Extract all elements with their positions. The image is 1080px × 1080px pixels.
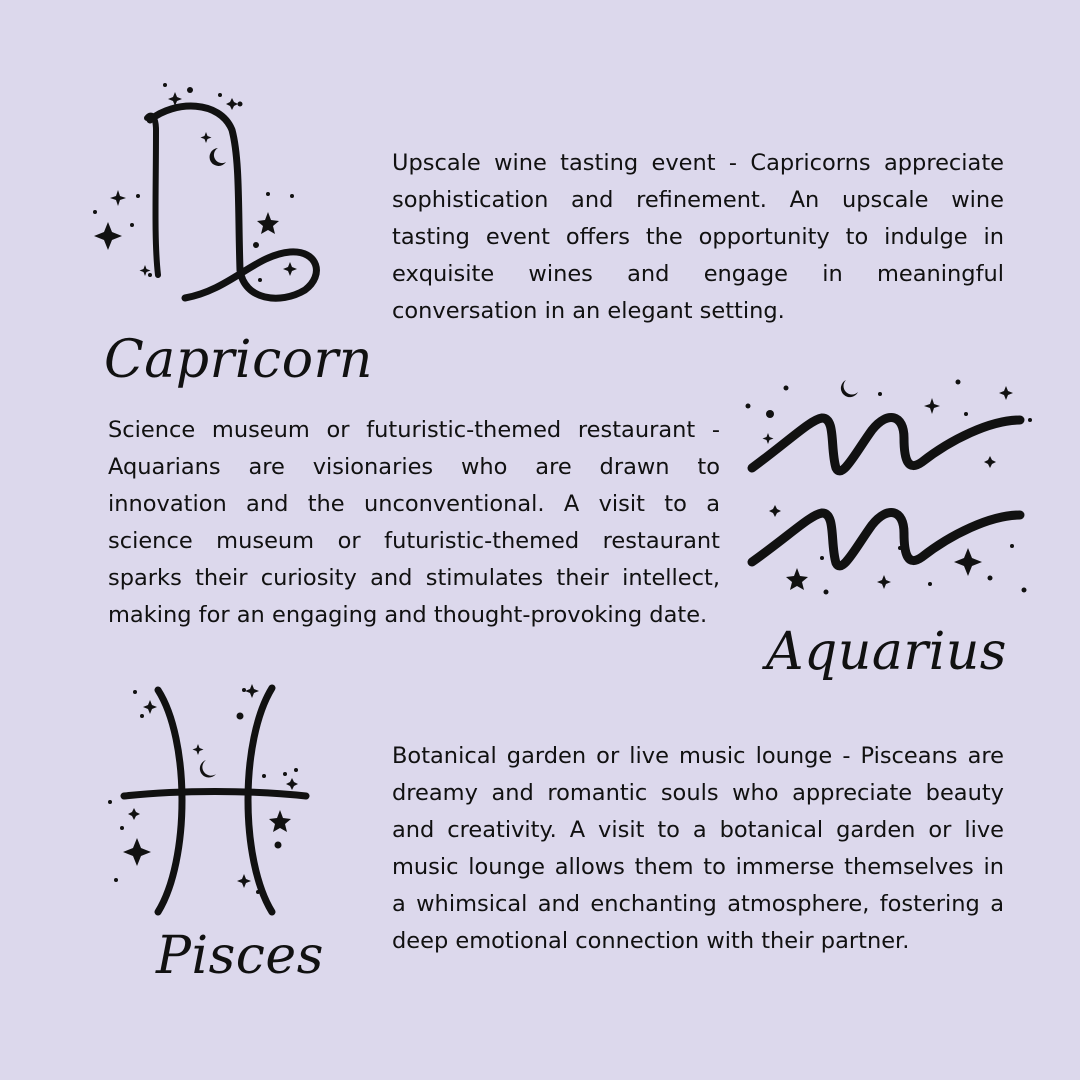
sign-name-pisces: Pisces	[156, 926, 324, 986]
pisces-section	[0, 660, 1080, 1080]
sign-name-capricorn: Capricorn	[104, 330, 373, 390]
sign-name-aquarius: Aquarius	[766, 622, 1007, 682]
description-pisces: Botanical garden or live music lounge - Pisceans are dreamy and romantic souls who appreciate beauty and creativity. A visit to a botanical garden or live music lounge allows them to immerse themselves in a whimsical and enchanting atmosphere, fostering a deep emotional connection with their partner.	[392, 743, 1004, 954]
capricorn-section	[0, 0, 1080, 400]
capricorn-glyph-icon	[0, 0, 360, 330]
description-aquarius: Science museum or futuristic-themed restaurant - Aquarians are visionaries who are drawn to innovation and the unconventional. A visit to a science museum or futuristic-themed restaurant sparks their curiosity and stimulates their intellect, making for an engaging and thought-provoking date.	[108, 417, 720, 628]
aquarius-section	[0, 360, 1080, 680]
description-capricorn: Upscale wine tasting event - Capricorns appreciate sophistication and refinement. An upscale wine tasting event offers the opportunity to indulge in exquisite wines and engage in meaningful conversation in an elegant setting.	[392, 150, 1004, 324]
